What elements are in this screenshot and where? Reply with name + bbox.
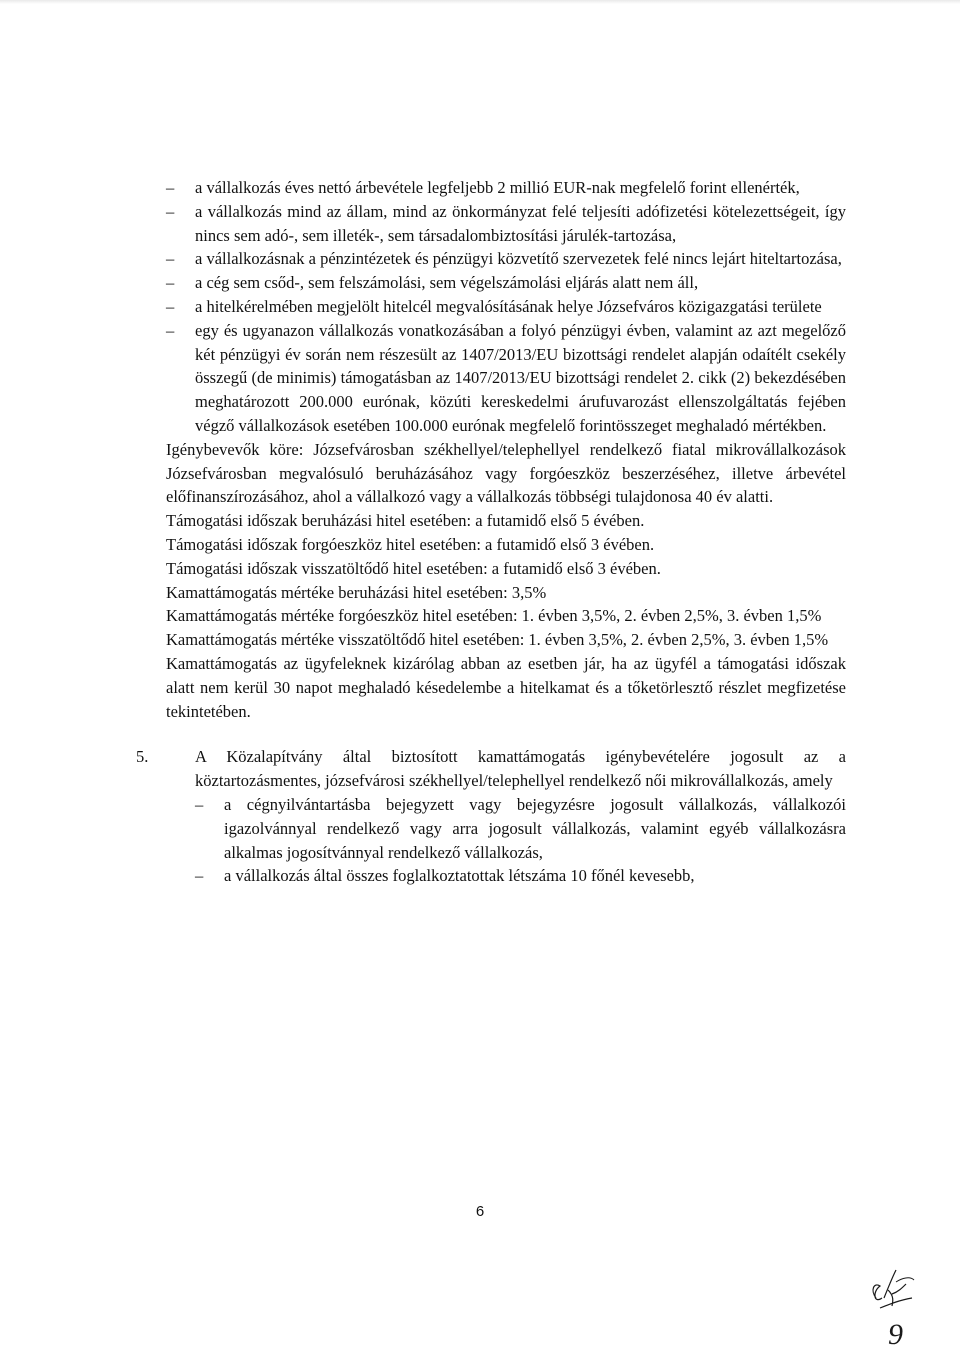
section-number: 5.	[136, 747, 149, 767]
interest-subsidy-investment: Kamattámogatás mértéke beruházási hitel esetében: 3,5%	[166, 582, 547, 602]
section-lead: A Közalapítvány által biztosított kamattámogatás igénybevételére jogosult az a köztartozásmentes, józsefvárosi székhellyel/telephellyel rendelkező női mikrovállalkozás, amely	[195, 747, 846, 791]
scan-edge	[0, 0, 960, 4]
initials-signature-icon	[862, 1268, 932, 1348]
initials-text: 9	[888, 1318, 903, 1348]
document-body	[136, 176, 846, 888]
list-item: – a vállalkozás által összes foglalkoztatottak létszáma 10 főnél kevesebb,	[195, 864, 846, 888]
handwritten-initials	[862, 1268, 932, 1348]
applicants-paragraph: Igénybevevők köre: Józsefvárosban székhellyel/telephellyel rendelkező fiatal mikrovállalkozások Józsefvárosban megvalósuló beruházásához vagy forgóeszköz beszerzéséhez, illetve árbevétel előfinanszírozásához, ahol a vállalkozó vagy a vállalkozás többségi tulajdonosa 40 év alatti.	[166, 439, 846, 507]
list-item: – a cég sem csőd-, sem felszámolási, sem végelszámolási eljárás alatt nem áll,	[166, 271, 846, 295]
list-item: – egy és ugyanazon vállalkozás vonatkozásában a folyó pénzügyi évben, valamint az azt megelőző két pénzügyi év során nem részesült az 1407/2013/EU bizottsági rendelet alapján odaítélt csekély összegű (de minimis) támogatásban az 1407/2013/EU bizottsági rendelet 2. cikk (2) bekezdésében meghatározott 200.000 eurónak, közúti kereskedelmi árufuvarozást ellenszolgáltatás fejében végző vállalkozások esetében 100.000 eurónak megfelelő forintösszeget meghaladó mértékben.	[166, 319, 846, 438]
support-period-revolving: Támogatási időszak visszatöltődő hitel esetében: a futamidő első 3 évében.	[166, 558, 661, 578]
list-item: – a vállalkozásnak a pénzintézetek és pénzügyi közvetítő szervezetek felé nincs lejárt hiteltartozása,	[166, 247, 846, 271]
support-period-investment: Támogatási időszak beruházási hitel esetében: a futamidő első 5 évében.	[166, 511, 645, 531]
eligibility-list	[166, 176, 846, 438]
section-5	[136, 745, 846, 888]
list-item: – a vállalkozás éves nettó árbevétele legfeljebb 2 millió EUR-nak megfelelő forint ellenérték,	[166, 176, 846, 200]
interest-subsidy-condition: Kamattámogatás az ügyfeleknek kizárólag abban az esetben jár, ha az ügyfél a támogatási időszak alatt nem kerül 30 napot meghaladó késedelembe a hitelkamat és a tőketörlesztő részlet megfizetése tekintetében.	[166, 653, 846, 721]
page-number: 6	[475, 1203, 485, 1220]
support-period-working-capital: Támogatási időszak forgóeszköz hitel esetében: a futamidő első 3 évében.	[166, 534, 655, 554]
interest-subsidy-working-capital: Kamattámogatás mértéke forgóeszköz hitel esetében: 1. évben 3,5%, 2. évben 2,5%, 3. évben 1,5%	[166, 606, 822, 626]
list-item: – a hitelkérelmében megjelölt hitelcél megvalósításának helye Józsefváros közigazgatási területe	[166, 295, 846, 319]
interest-subsidy-revolving: Kamattámogatás mértéke visszatöltődő hitel esetében: 1. évben 3,5%, 2. évben 2,5%, 3. évben 1,5%	[166, 630, 829, 650]
list-item: – a cégnyilvántartásba bejegyzett vagy bejegyzésre jogosult vállalkozás, vállalkozói igazolvánnyal rendelkező vagy arra jogosult vállalkozás, valamint egyéb vállalkozásra alkalmas jogosítvánnyal rendelkező vállalkozás,	[195, 793, 846, 864]
list-item: – a vállalkozás mind az állam, mind az önkormányzat felé teljesíti adófizetési kötelezettségeit, így nincs sem adó-, sem illeték-, sem társadalombiztosítási járulék-tartozása,	[166, 200, 846, 248]
section-5-list	[195, 793, 846, 888]
